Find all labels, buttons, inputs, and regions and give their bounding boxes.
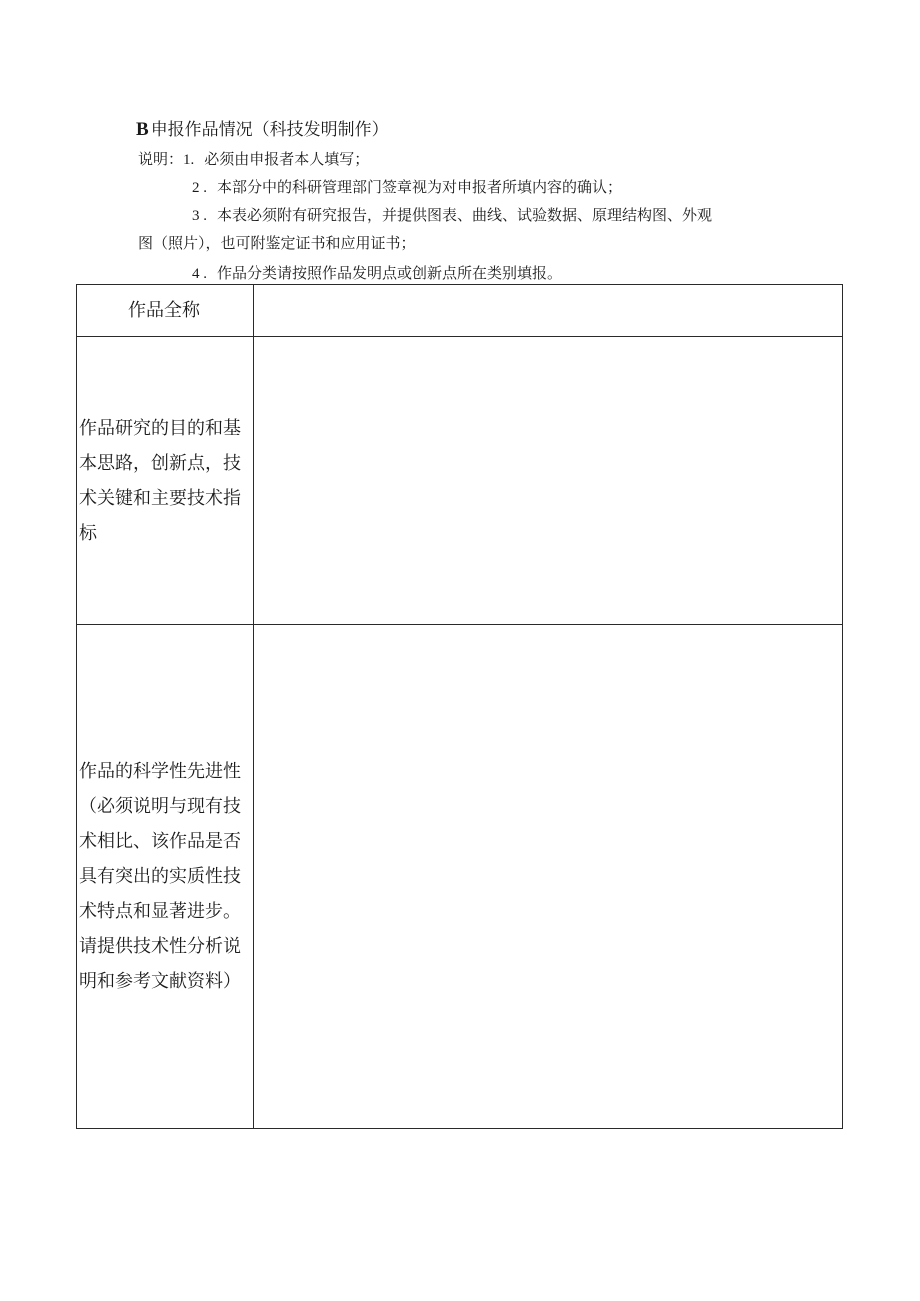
notes-prefix: 说明： [138,150,184,168]
table-row-scientific-advancement [77,625,843,1129]
section-letter: B [136,119,149,140]
scientific-advancement-label: 作品的科学性先进性（必须说明与现有技术相比、该作品是否具有突出的实质性技术特点和显著进步。请提供技术性分析说明和参考文献资料） [77,625,254,1129]
note-item-1 [138,148,369,171]
note-text: 图（照片），也可附鉴定证书和应用证书； [138,234,416,252]
note-text: 本表必须附有研究报告，并提供图表、曲线、试验数据、原理结构图、外观 [217,206,713,224]
table-row-work-title [77,285,843,337]
note-item-3 [192,204,712,227]
note-item-3-continued [138,232,416,254]
note-text: 作品分类请按照作品发明点或创新点所在类别填报。 [217,264,563,282]
table-row-purpose [77,337,843,625]
application-form-table [76,284,843,1129]
scientific-advancement-field[interactable] [254,625,843,1129]
note-number: 4 . [192,266,207,282]
note-item-4 [192,262,562,285]
note-text: 必须由申报者本人填写； [204,150,370,168]
purpose-label: 作品研究的目的和基本思路，创新点，技术关键和主要技术指标 [77,337,254,625]
note-item-2 [192,176,622,199]
work-title-label: 作品全称 [77,285,254,337]
note-number: 3 . [192,208,207,224]
note-number: 2 . [192,180,207,196]
note-number: 1. [183,152,195,168]
note-text: 本部分中的科研管理部门签章视为对申报者所填内容的确认； [217,178,623,196]
work-title-field[interactable] [254,285,843,337]
section-title [136,118,389,142]
purpose-field[interactable] [254,337,843,625]
section-title-text: 申报作品情况（科技发明制作） [150,120,389,140]
